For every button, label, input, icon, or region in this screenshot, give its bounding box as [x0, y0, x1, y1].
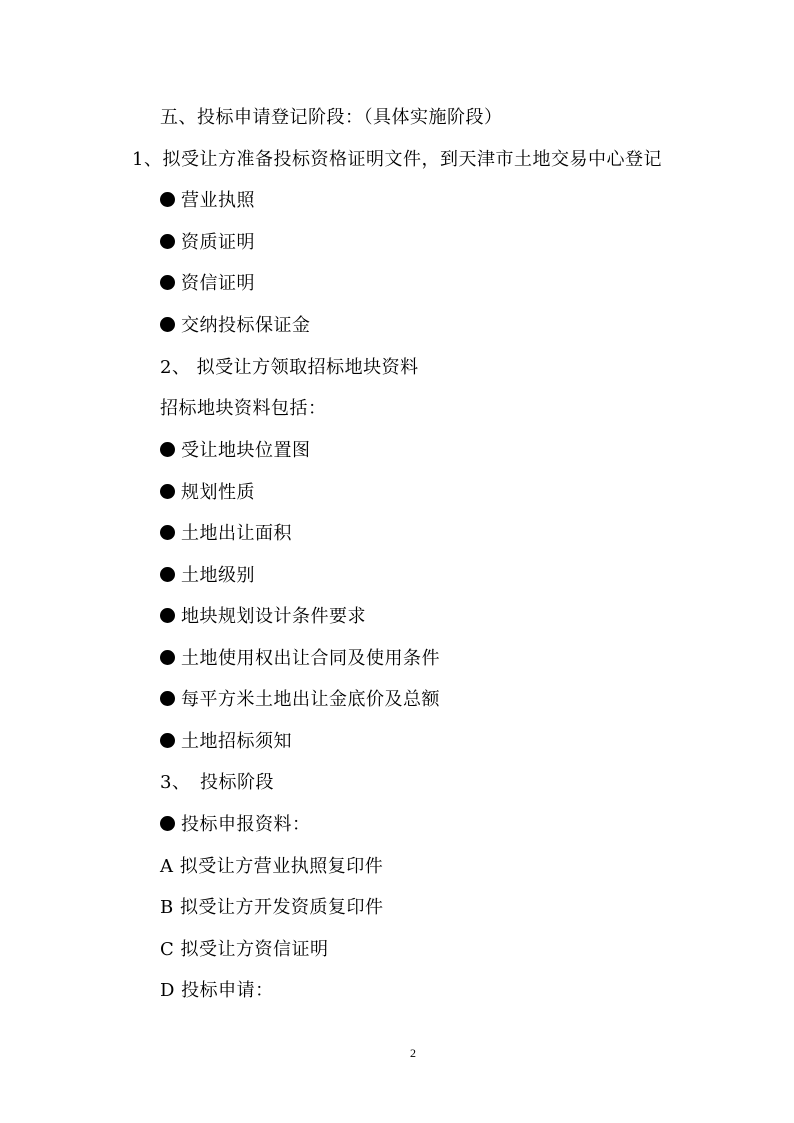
bullet-icon — [160, 608, 175, 623]
list-item-text: 资质证明 — [181, 232, 255, 253]
list-item-text: 营业执照 — [181, 190, 255, 211]
bullet-icon — [160, 275, 175, 290]
list-item-text: 地块规划设计条件要求 — [181, 606, 366, 627]
list-item-text: 土地使用权出让合同及使用条件 — [181, 648, 440, 669]
section-heading: 五、投标申请登记阶段：（具体实施阶段） — [160, 107, 503, 128]
page-number: 2 — [410, 1046, 416, 1060]
list-item — [160, 272, 255, 296]
bullet-icon — [160, 234, 175, 249]
list-item — [160, 481, 255, 505]
list-item-text: 土地出让面积 — [181, 523, 292, 544]
step-2-intro: 招标地块资料包括： — [160, 398, 327, 419]
list-item — [160, 439, 311, 463]
step-2-text: 2、 拟受让方领取招标地块资料 — [160, 357, 419, 378]
list-item-text: 交纳投标保证金 — [181, 315, 311, 336]
list-item — [160, 813, 311, 837]
bullet-icon — [160, 567, 175, 582]
list-item — [160, 605, 366, 629]
bullet-icon — [160, 192, 175, 207]
bullet-icon — [160, 317, 175, 332]
lettered-item: A 拟受让方营业执照复印件 — [160, 856, 384, 877]
list-item-text: 受让地块位置图 — [181, 440, 311, 461]
list-item-text: 土地级别 — [181, 565, 255, 586]
list-item — [160, 522, 292, 546]
list-item — [160, 189, 255, 213]
list-item — [160, 314, 311, 338]
list-item-text: 规划性质 — [181, 482, 255, 503]
list-item — [160, 647, 440, 671]
step-1-text: 1、拟受让方准备投标资格证明文件，到天津市土地交易中心登记 — [132, 149, 662, 170]
bullet-icon — [160, 525, 175, 540]
bullet-icon — [160, 650, 175, 665]
list-item-text: 资信证明 — [181, 273, 255, 294]
list-item-text: 投标申报资料： — [181, 814, 311, 835]
bullet-icon — [160, 442, 175, 457]
bullet-icon — [160, 816, 175, 831]
bullet-icon — [160, 691, 175, 706]
lettered-item: D 投标申请： — [160, 980, 274, 1001]
lettered-item: B 拟受让方开发资质复印件 — [160, 897, 384, 918]
list-item — [160, 564, 255, 588]
lettered-item: C 拟受让方资信证明 — [160, 939, 329, 960]
list-item — [160, 231, 255, 255]
bullet-icon — [160, 484, 175, 499]
step-3-text: 3、 投标阶段 — [160, 772, 274, 793]
list-item-text: 土地招标须知 — [181, 731, 292, 752]
list-item-text: 每平方米土地出让金底价及总额 — [181, 689, 440, 710]
list-item — [160, 688, 440, 712]
list-item — [160, 730, 292, 754]
bullet-icon — [160, 733, 175, 748]
